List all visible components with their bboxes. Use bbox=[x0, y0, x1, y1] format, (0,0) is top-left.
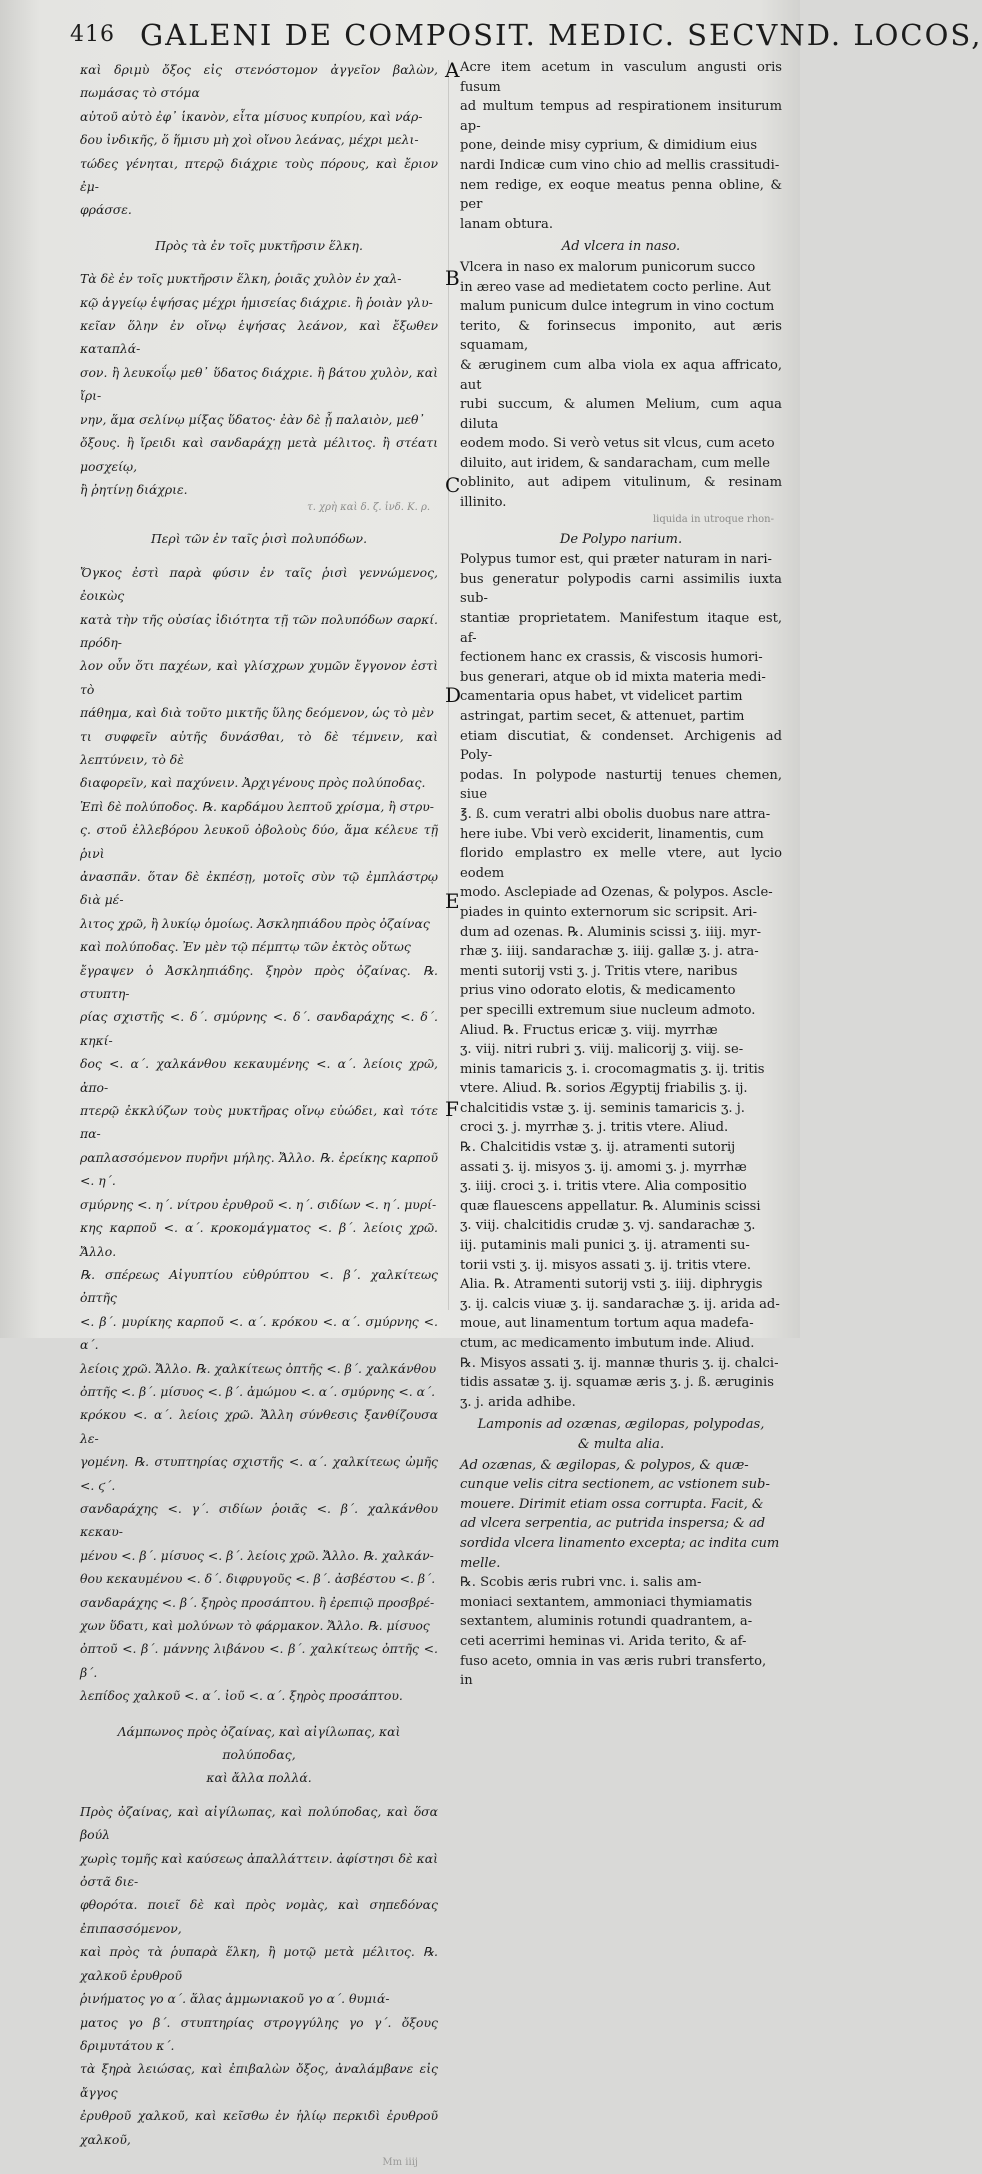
page-header bbox=[70, 18, 982, 62]
greek-text-line: ὀπτοῦ <. β΄. μάννης λιβάνου <. β΄. χαλκίτεως ὀπτῆς <. β΄. bbox=[80, 1641, 438, 1680]
greek-text-line: δος <. α΄. χαλκάνθου κεκαυμένης <. α΄. λείοις χρῶ, ἀπο- bbox=[80, 1056, 438, 1095]
greek-section-d bbox=[80, 1800, 438, 2151]
latin-text-line: chalcitidis vstæ ʒ. ij. seminis tamaricis ʒ. j. bbox=[460, 1100, 745, 1116]
greek-text-line: ραπλασσόμενον πυρῆνι μήλης. Ἄλλο. ℞. ἐρείκης καρποῦ <. η΄. bbox=[80, 1149, 438, 1189]
latin-text-line: camentaria opus habet, vt videlicet partim bbox=[460, 689, 743, 705]
latin-text-line: ʒ. j. arida adhibe. bbox=[460, 1394, 576, 1410]
latin-text-line: etiam discutiat, & condenset. Archigenis ad Poly- bbox=[460, 728, 782, 764]
latin-text-line: here iube. Vbi verò exciderit, linamentis, cum bbox=[460, 826, 764, 842]
latin-text-line: croci ʒ. j. myrrhæ ʒ. j. tritis vtere. Aliud. bbox=[460, 1120, 729, 1136]
latin-text-line: dum ad ozenas. ℞. Aluminis scissi ʒ. iiij. myr- bbox=[460, 924, 761, 940]
greek-marginal-note: τ. χρὴ καὶ δ. ζ. ἰνδ. Κ. ρ. bbox=[307, 502, 430, 514]
greek-text-line: φθορότα. ποιεῖ δὲ καὶ πρὸς νομὰς, καὶ σηπεδόνας ἐπιπασσόμενον, bbox=[80, 1897, 438, 1936]
greek-text-line: τι συφφεῖν αὐτῆς δυνάσθαι, τὸ δὲ τέμνειν, καὶ λεπτύνειν, τὸ δὲ bbox=[80, 728, 438, 767]
latin-text-line: in bbox=[460, 1673, 473, 1689]
latin-text-line: sordida vlcera linamento excepta; ac indita cum bbox=[460, 1535, 780, 1551]
latin-heading-polyps: De Polypo narium. bbox=[559, 531, 683, 547]
latin-text-line: astringat, partim secet, & attenuet, partim bbox=[460, 709, 745, 724]
greek-text-line: ὀπτῆς <. β΄. μίσυος <. β΄. ἀμώμου <. α΄. σμύρνης <. α΄. bbox=[80, 1383, 436, 1399]
greek-text-line: ἐρυθροῦ χαλκοῦ, καὶ κεῖσθω ἐν ἡλίῳ περκιδὶ ἐρυθροῦ χαλκοῦ, bbox=[80, 2108, 438, 2147]
page-number: 416 bbox=[70, 22, 115, 47]
margin-letter-c: C bbox=[445, 473, 461, 497]
greek-text-line: καὶ πολύποδας. Ἐν μὲν τῷ πέμπτῳ τῶν ἐκτὸς οὕτως bbox=[80, 939, 411, 955]
latin-section-b bbox=[460, 258, 782, 513]
latin-text-line: bus generatur polypodis carni assimilis iuxta sub- bbox=[460, 571, 782, 607]
greek-text-line: ὄξους. ἢ ἴρειδι καὶ σανδαράχῃ μετὰ μέλιτος. ἢ στέατι μοσχείῳ, bbox=[80, 435, 438, 474]
greek-text-line: λον οὖν ὅτι παχέων, καὶ γλίσχρων χυμῶν ἔγγονον ἐστὶ τὸ bbox=[80, 658, 438, 697]
greek-column bbox=[80, 58, 438, 2168]
latin-column bbox=[460, 58, 782, 1689]
latin-section-a bbox=[460, 58, 782, 234]
greek-text-line: ῥινήματος γο α΄. ἅλας ἀμμωνιακοῦ γο α΄. θυμιά- bbox=[80, 1991, 390, 2007]
latin-text-line: per specilli extremum siue nucleum admoto. bbox=[460, 1002, 756, 1018]
greek-text-line: χων ὕδατι, καὶ μολύνων τὸ φάρμακον. Ἄλλο. ℞. μίσυος bbox=[80, 1618, 430, 1633]
greek-text-line: Τὰ δὲ ἐν τοῖς μυκτῆρσιν ἕλκη, ῥοιᾶς χυλὸν ἐν χαλ- bbox=[80, 271, 402, 287]
latin-text-line: malum punicum dulce integrum in vino coctum bbox=[460, 299, 775, 315]
latin-text-line: terito, & forinsecus imponito, aut æris squamam, bbox=[460, 318, 782, 354]
greek-text-line: αὐτοῦ αὐτὸ ἐφ᾽ ἱκανὸν, εἶτα μίσυος κυπρίου, καὶ νάρ- bbox=[80, 108, 423, 124]
greek-text-line: λείοις χρῶ. Ἄλλο. ℞. χαλκίτεως ὀπτῆς <. β΄. χαλκάνθου bbox=[80, 1360, 437, 1376]
greek-text-line: σον. ἢ λευκοΐῳ μεθ᾽ ὕδατος διάχριε. ἢ βάτου χυλὸν, καὶ ἴρι- bbox=[80, 364, 438, 404]
greek-text-line: λιτος χρῶ, ἢ λυκίῳ ὁμοίως. Ἀσκληπιάδου πρὸς ὀζαίνας bbox=[80, 915, 430, 931]
margin-letter-f: F bbox=[445, 1097, 459, 1121]
latin-heading-line: & multa alia. bbox=[577, 1436, 665, 1452]
greek-text-line: δου ἰνδικῆς, ὅ ἥμισυ μὴ χοὶ οἴνου λεάνας, μέχρι μελι- bbox=[80, 132, 419, 148]
latin-text-line: fuso aceto, omnia in vas æris rubri transferto, bbox=[460, 1653, 767, 1669]
signature-mark: Mm iiij bbox=[382, 2156, 418, 2168]
latin-text-line: ad vlcera serpentia, ac putrida inspersa; & ad bbox=[460, 1516, 766, 1532]
latin-text-line: Polypus tumor est, qui præter naturam in nari- bbox=[460, 552, 772, 568]
margin-letter-e: E bbox=[445, 889, 460, 913]
greek-text-line: μένου <. β΄. μίσυος <. β΄. λείοις χρῶ. Ἄλλο. ℞. χαλκάν- bbox=[80, 1547, 434, 1563]
latin-text-line: nem redige, ex eoque meatus penna obline, & per bbox=[460, 177, 782, 213]
latin-text-line: Vlcera in naso ex malorum punicorum succo bbox=[460, 259, 756, 275]
greek-text-line: τὰ ξηρὰ λειώσας, καὶ ἐπιβαλὼν ὄξος, ἀναλάμβανε εἰς ἄγγος bbox=[80, 2061, 438, 2100]
latin-section-c bbox=[460, 550, 782, 1412]
latin-text-line: minis tamaricis ʒ. i. crocomagmatis ʒ. ij. tritis bbox=[460, 1061, 765, 1077]
greek-text-line: καὶ δριμὺ ὄξος εἰς στενόστομον ἀγγεῖον βαλὼν, πωμάσας τὸ στόμα bbox=[80, 62, 438, 101]
latin-text-line: moue, aut linamentum tortum aqua madefa- bbox=[460, 1316, 754, 1332]
greek-text-line: <. β΄. μυρίκης καρποῦ <. α΄. κρόκου <. α΄. σμύρνης <. α΄. bbox=[80, 1313, 438, 1353]
latin-heading-lampon bbox=[460, 1415, 782, 1454]
latin-text-line: tidis assatæ ʒ. ij. squamæ æris ʒ. j. ß. æruginis bbox=[460, 1375, 774, 1391]
greek-text-line: ἀνασπᾶν. ὅταν δὲ ἐκπέσῃ, μοτοῖς σὺν τῷ ἐμπλάστρῳ διὰ μέ- bbox=[80, 869, 438, 908]
latin-text-line: rubi succum, & alumen Melium, cum aqua diluta bbox=[460, 397, 782, 432]
latin-marginal-note: liquida in utroque rhon- bbox=[652, 513, 774, 525]
greek-section-a bbox=[80, 58, 438, 222]
latin-text-line: ʒ. iiij. croci ʒ. i. tritis vtere. Alia compositio bbox=[460, 1179, 747, 1195]
greek-text-line: κῷ ἀγγείῳ ἑψήσας μέχρι ἡμισείας διάχριε. ἢ ῥοιὰν γλυ- bbox=[80, 294, 433, 310]
greek-text-line: χωρὶς τομῆς καὶ καύσεως ἀπαλλάττειν. ἀφίστησι δὲ καὶ ὀστᾶ διε- bbox=[80, 1850, 438, 1890]
latin-text-line: podas. In polypode nasturtij tenues chemen, siue bbox=[460, 767, 782, 803]
greek-text-line: φράσσε. bbox=[80, 202, 132, 218]
greek-heading-polyps: Περὶ τῶν ἐν ταῖς ῥισὶ πολυπόδων. bbox=[150, 531, 368, 547]
latin-text-line: bus generari, atque ob id mixta materia medi- bbox=[460, 669, 766, 685]
latin-text-line: rhæ ʒ. iiij. sandarachæ ʒ. iiij. gallæ ʒ. j. atra- bbox=[460, 944, 759, 960]
greek-text-line: ματος γο β΄. στυπτηρίας στρογγύλης γο γ΄. ὄξους δριμυτάτου κ΄. bbox=[80, 2014, 438, 2053]
margin-letter-a: A bbox=[445, 58, 460, 82]
latin-text-line: torii vsti ʒ. ij. misyos assati ʒ. ij. tritis vtere. bbox=[460, 1257, 752, 1273]
latin-text-line: sextantem, aluminis rotundi quadrantem, a- bbox=[460, 1614, 753, 1630]
greek-text-line: νην, ἅμα σελίνῳ μίξας ὕδατος· ἐὰν δὲ ᾖ παλαιὸν, μεθ᾽ bbox=[80, 411, 425, 427]
latin-text-line: nardi Indicæ cum vino chio ad mellis crassitudi- bbox=[460, 157, 780, 173]
latin-text-line: piades in quinto externorum sic scripsit. Ari- bbox=[460, 904, 758, 920]
latin-text-line: ʒ. viij. chalcitidis crudæ ʒ. vj. sandarachæ ʒ. bbox=[460, 1218, 756, 1234]
latin-heading-nasal-ulcers: Ad vlcera in naso. bbox=[561, 239, 681, 255]
latin-text-line: oblinito, aut adipem vitulinum, & resinam illinito. bbox=[460, 475, 782, 511]
greek-text-line: γομένη. ℞. στυπτηρίας σχιστῆς <. α΄. χαλκίτεως ὠμῆς <. ϛ΄. bbox=[80, 1454, 438, 1493]
latin-text-line: cunque velis citra sectionem, ac vstionem sub- bbox=[460, 1477, 770, 1493]
latin-text-line: & æruginem cum alba viola ex aqua affricato, aut bbox=[460, 357, 782, 393]
latin-text-line: ad multum tempus ad respirationem insiturum ap- bbox=[460, 99, 782, 134]
greek-text-line: ρίας σχιστῆς <. δ΄. σμύρνης <. δ΄. σανδαράχης <. δ΄. κηκί- bbox=[80, 1009, 438, 1048]
latin-text-line: florido emplastro ex melle vtere, aut lycio eodem bbox=[460, 846, 782, 881]
greek-text-line: κης καρποῦ <. α΄. κροκομάγματος <. β΄. λείοις χρῶ. Ἄλλο. bbox=[80, 1220, 438, 1259]
latin-text-line: diluito, aut iridem, & sandaracham, cum melle bbox=[460, 455, 770, 471]
latin-text-line: iij. putaminis mali punici ʒ. ij. atramenti su- bbox=[460, 1238, 750, 1254]
greek-text-line: σανδαράχης <. γ΄. σιδίων ῥοιᾶς <. β΄. χαλκάνθου κεκαυ- bbox=[80, 1500, 438, 1540]
latin-text-line: mouere. Dirimit etiam ossa corrupta. Facit, & bbox=[460, 1496, 764, 1512]
latin-text-line: melle. bbox=[460, 1555, 501, 1571]
greek-text-line: σμύρνης <. η΄. νίτρου ἐρυθροῦ <. η΄. σιδίων <. η΄. μυρί- bbox=[80, 1196, 437, 1212]
latin-text-line: assati ʒ. ij. misyos ʒ. ij. amomi ʒ. j. myrrhæ bbox=[460, 1159, 747, 1175]
latin-heading-line: Lamponis ad ozænas, ægilopas, polypodas, bbox=[477, 1417, 765, 1433]
latin-text-line: ʒ. ij. calcis viuæ ʒ. ij. sandarachæ ʒ. ij. arida ad- bbox=[460, 1296, 780, 1312]
greek-text-line: Ἐπὶ δὲ πολύποδος. ℞. καρδάμου λεπτοῦ χρίσμα, ἢ στρυ- bbox=[80, 798, 434, 814]
latin-text-line: pone, deinde misy cyprium, & dimidium eius bbox=[460, 138, 758, 154]
latin-text-line: moniaci sextantem, ammoniaci thymiamatis bbox=[460, 1594, 753, 1610]
greek-heading-line: καὶ ἄλλα πολλά. bbox=[206, 1770, 312, 1786]
latin-text-line: stantiæ proprietatem. Manifestum itaque est, af- bbox=[460, 611, 782, 646]
margin-letter-b: B bbox=[445, 266, 460, 290]
latin-text-line: modo. Asclepiade ad Ozenas, & polypos. Ascle- bbox=[460, 885, 773, 901]
latin-text-line: menti sutorij vsti ʒ. j. Tritis vtere, naribus bbox=[460, 963, 738, 979]
greek-text-line: Ὄγκος ἐστὶ παρὰ φύσιν ἐν ταῖς ῥισὶ γεννώμενος, ἐοικὼς bbox=[80, 564, 438, 604]
greek-text-line: ς. στοῦ ἐλλεβόρου λευκοῦ ὀβολοὺς δύο, ἅμα κέλευε τῇ ῥινὶ bbox=[80, 822, 438, 861]
margin-letter-d: D bbox=[445, 683, 462, 707]
latin-text-line: ceti acerrimi heminas vi. Arida terito, & af- bbox=[460, 1633, 747, 1649]
greek-text-line: κατὰ τὴν τῆς οὐσίας ἰδιότητα τῇ τῶν πολυπόδων σαρκί. πρόδη- bbox=[80, 611, 438, 650]
latin-text-line: prius vino odorato elotis, & medicamento bbox=[460, 983, 736, 999]
greek-heading-lampon bbox=[80, 1720, 438, 1790]
greek-section-c bbox=[80, 561, 438, 1708]
greek-text-line: κρόκου <. α΄. λείοις χρῶ. Ἄλλη σύνθεσις ξανθίζουσα λε- bbox=[80, 1407, 438, 1446]
greek-text-line: λεπίδος χαλκοῦ <. α΄. ἰοῦ <. α΄. ξηρὸς προσάπτου. bbox=[80, 1688, 403, 1704]
greek-text-line: διαφορεῖν, καὶ παχύνειν. Ἀρχιγένους πρὸς πολύποδας. bbox=[80, 775, 426, 791]
latin-text-line: fectionem hanc ex crassis, & viscosis humori- bbox=[460, 650, 763, 666]
latin-text-line: ʒ. viij. nitri rubri ʒ. viij. malicorij ʒ. viij. se- bbox=[460, 1042, 744, 1058]
latin-text-line: Acre item acetum in vasculum angusti oris fusum bbox=[460, 60, 782, 95]
greek-text-line: Πρὸς ὀζαίνας, καὶ αἰγίλωπας, καὶ πολύποδας, καὶ ὅσα βούλ bbox=[80, 1803, 438, 1843]
greek-text-line: πάθημα, καὶ διὰ τοῦτο μικτῆς ὕλης δεόμενον, ὡς τὸ μὲν bbox=[80, 705, 434, 721]
latin-text-line: quæ flauescens appellatur. ℞. Aluminis scissi bbox=[460, 1198, 761, 1214]
greek-text-line: θου κεκαυμένου <. δ΄. διφρυγοῦς <. β΄. ἀσβέστου <. β΄. bbox=[80, 1571, 436, 1587]
latin-text-line: ℞. Scobis æris rubri vnc. i. salis am- bbox=[460, 1575, 702, 1591]
running-title: GALENI DE COMPOSIT. MEDIC. SECVND. LOCOS, bbox=[140, 18, 982, 52]
greek-text-line: ℞. σπέρεως Αἰγυπτίου εὐθρύπτου <. β΄. χαλκίτεως ὀπτῆς bbox=[80, 1266, 438, 1306]
latin-section-d-indications bbox=[460, 1456, 782, 1574]
latin-text-line: in æreo vase ad medietatem cocto perline. Aut bbox=[460, 279, 771, 295]
latin-text-line: ℞. Misyos assati ʒ. ij. mannæ thuris ʒ. ij. chalci- bbox=[460, 1355, 779, 1371]
greek-section-b bbox=[80, 267, 438, 501]
latin-text-line: vtere. Aliud. ℞. sorios Ægyptij friabilis ʒ. ij. bbox=[460, 1081, 748, 1097]
latin-text-line: ℥. ß. cum veratri albi obolis duobus nare attra- bbox=[460, 806, 771, 822]
latin-section-d-recipe bbox=[460, 1573, 782, 1691]
latin-text-line: lanam obtura. bbox=[460, 216, 553, 232]
latin-text-line: eodem modo. Si verò vetus sit vlcus, cum aceto bbox=[460, 436, 775, 452]
greek-text-line: ἢ ῥητίνῃ διάχριε. bbox=[80, 481, 188, 497]
latin-text-line: ctum, ac medicamento imbutum inde. Aliud. bbox=[460, 1336, 755, 1351]
greek-text-line: ἔγραψεν ὁ Ἀσκληπιάδης. ξηρὸν πρὸς ὀζαίνας. ℞. στυπτη- bbox=[80, 962, 438, 1002]
greek-text-line: τώδες γένηται, πτερῷ διάχριε τοὺς πόρους, καὶ ἔριον ἐμ- bbox=[80, 155, 438, 195]
greek-text-line: πτερῷ ἐκκλύζων τοὺς μυκτῆρας οἴνῳ εὐώδει, καὶ τότε πα- bbox=[80, 1103, 438, 1142]
greek-heading-nasal-ulcers: Πρὸς τὰ ἐν τοῖς μυκτῆρσιν ἕλκη. bbox=[155, 237, 363, 253]
latin-text-line: Ad ozænas, & ægilopas, & polypos, & quæ- bbox=[460, 1457, 749, 1473]
latin-text-line: Aliud. ℞. Fructus ericæ ʒ. viij. myrrhæ bbox=[460, 1022, 718, 1038]
greek-text-line: κεῖαν ὅλην ἐν οἴνῳ ἑψήσας λεάνον, καὶ ἔξωθεν καταπλά- bbox=[80, 318, 438, 357]
greek-text-line: καὶ πρὸς τὰ ῥυπαρὰ ἕλκη, ἢ μοτῷ μετὰ μέλιτος. ℞. χαλκοῦ ἐρυθροῦ bbox=[80, 1944, 438, 1983]
greek-heading-line: Λάμπωνος πρὸς ὀζαίνας, καὶ αἰγίλωπας, καὶ πολύποδας, bbox=[117, 1723, 401, 1763]
greek-text-line: σανδαράχης <. β΄. ξηρὸς προσάπτου. ἢ ἐρεπιῷ προσβρέ- bbox=[80, 1594, 435, 1610]
latin-text-line: ℞. Chalcitidis vstæ ʒ. ij. atramenti sutorij bbox=[460, 1140, 736, 1156]
latin-text-line: Alia. ℞. Atramenti sutorij vsti ʒ. iiij. diphrygis bbox=[460, 1277, 763, 1293]
